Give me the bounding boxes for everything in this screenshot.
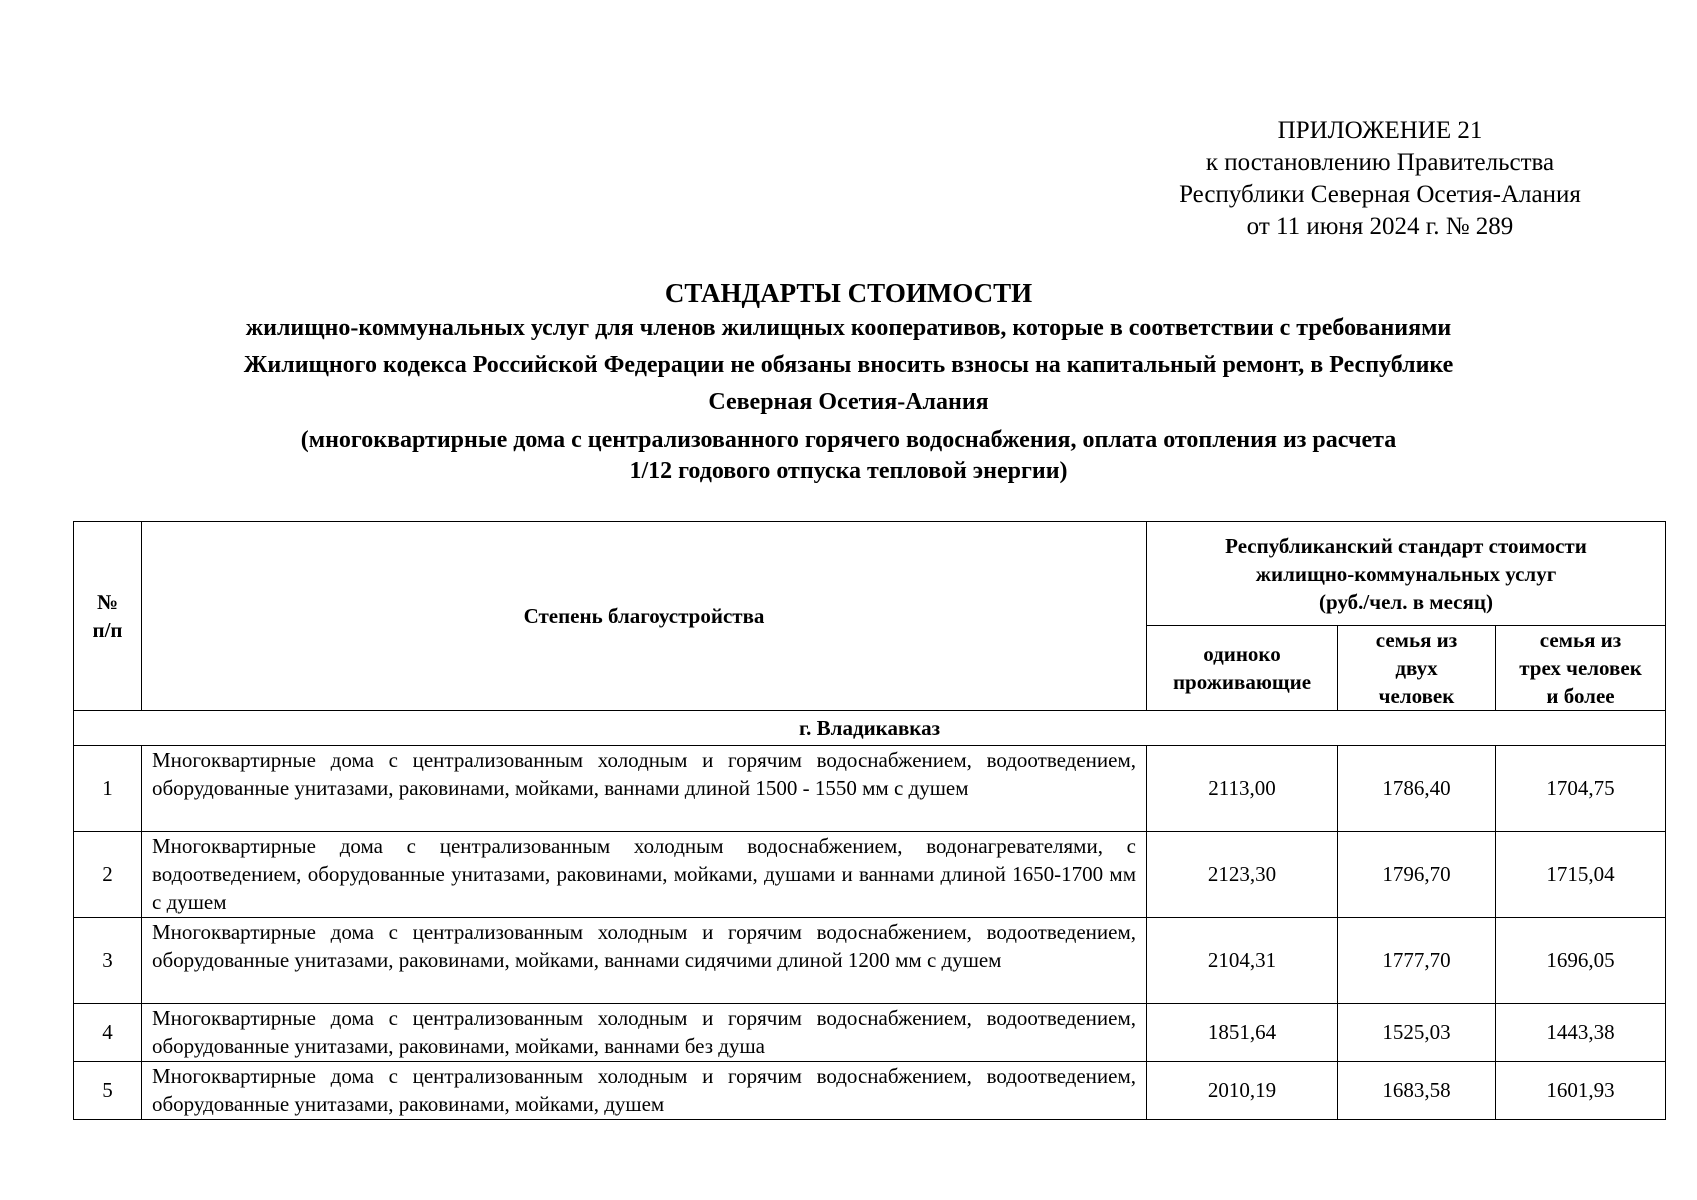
row-value-three: 1704,75: [1496, 746, 1666, 832]
document-title: [60, 276, 1637, 487]
header-group-line-3: (руб./чел. в месяц): [1319, 589, 1493, 614]
row-value-three: 1715,04: [1496, 832, 1666, 918]
header-three-line-1: семья из: [1539, 628, 1622, 652]
header-standard-group: [1147, 522, 1666, 626]
header-group-line-2: жилищно-коммунальных услуг: [1255, 561, 1557, 586]
row-number: 5: [74, 1062, 142, 1120]
row-value-single: 2123,30: [1147, 832, 1338, 918]
row-value-two: 1796,70: [1338, 832, 1496, 918]
row-value-two: 1777,70: [1338, 918, 1496, 1004]
title-sub-line-2: Жилищного кодекса Российской Федерации не обязаны вносить взносы на капитальный ремонт, в Республике: [243, 352, 1454, 378]
header-number-line-2: п/п: [92, 618, 123, 642]
row-value-single: 1851,64: [1147, 1004, 1338, 1062]
header-family-three: [1496, 626, 1666, 711]
appendix-header: [1150, 115, 1610, 243]
header-two-line-3: человек: [1378, 684, 1455, 708]
header-description: Степень благоустройства: [142, 522, 1147, 711]
header-single: [1147, 626, 1338, 711]
city-name: г. Владикавказ: [74, 711, 1666, 746]
row-number: 4: [74, 1004, 142, 1062]
table-row: [74, 1062, 1666, 1120]
appendix-date: от 11 июня 2024 г. № 289: [1246, 213, 1514, 240]
header-three-line-2: трех человек: [1519, 656, 1642, 680]
standards-table: [73, 521, 1666, 1120]
header-three-line-3: и более: [1546, 684, 1615, 708]
appendix-number: ПРИЛОЖЕНИЕ 21: [1277, 117, 1483, 144]
row-description: Многоквартирные дома с централизованным холодным и горячим водоснабжением, водоотведением, оборудованные унитазами, раковинами, мойками, душем: [142, 1062, 1147, 1120]
row-value-two: 1786,40: [1338, 746, 1496, 832]
row-value-three: 1601,93: [1496, 1062, 1666, 1120]
table-row: [74, 918, 1666, 1004]
row-value-three: 1443,38: [1496, 1004, 1666, 1062]
row-value-single: 2113,00: [1147, 746, 1338, 832]
table-row: [74, 1004, 1666, 1062]
header-number-line-1: №: [96, 590, 119, 614]
header-group-line-1: Республиканский стандарт стоимости: [1225, 533, 1587, 558]
header-two-line-1: семья из: [1375, 628, 1458, 652]
title-main: СТАНДАРТЫ СТОИМОСТИ: [664, 278, 1033, 308]
row-value-two: 1525,03: [1338, 1004, 1496, 1062]
row-number: 1: [74, 746, 142, 832]
title-paren-line-1: (многоквартирные дома с централизованного горячего водоснабжения, оплата отопления из расчета: [300, 427, 1397, 453]
appendix-reference: к постановлению Правительства: [1205, 149, 1555, 176]
header-family-two: [1338, 626, 1496, 711]
title-paren-line-2: 1/12 годового отпуска тепловой энергии): [629, 458, 1068, 484]
row-number: 3: [74, 918, 142, 1004]
city-row: [74, 711, 1666, 746]
header-number: [74, 522, 142, 711]
row-number: 2: [74, 832, 142, 918]
row-description: Многоквартирные дома с централизованным холодным и горячим водоснабжением, водоотведением, оборудованные унитазами, раковинами, мойками, ваннами без душа: [142, 1004, 1147, 1062]
row-value-two: 1683,58: [1338, 1062, 1496, 1120]
row-description: Многоквартирные дома с централизованным холодным водоснабжением, водонагревателями, с водоотведением, оборудованные унитазами, раковинами, мойками, душами и ваннами длиной 1650-1700 мм с душем: [142, 832, 1147, 918]
table-row: [74, 832, 1666, 918]
header-two-line-2: двух: [1395, 656, 1438, 680]
row-value-three: 1696,05: [1496, 918, 1666, 1004]
row-value-single: 2010,19: [1147, 1062, 1338, 1120]
table-row: [74, 746, 1666, 832]
row-description: Многоквартирные дома с централизованным холодным и горячим водоснабжением, водоотведением, оборудованные унитазами, раковинами, мойками, ваннами сидячими длиной 1200 мм с душем: [142, 918, 1147, 1004]
title-sub-line-3: Северная Осетия-Алания: [708, 389, 989, 415]
title-sub-line-1: жилищно-коммунальных услуг для членов жилищных кооперативов, которые в соответствии с требованиями: [245, 315, 1452, 341]
appendix-authority: Республики Северная Осетия-Алания: [1179, 181, 1581, 208]
row-value-single: 2104,31: [1147, 918, 1338, 1004]
row-description: Многоквартирные дома с централизованным холодным и горячим водоснабжением, водоотведением, оборудованные унитазами, раковинами, мойками, ваннами длиной 1500 - 1550 мм с душем: [142, 746, 1147, 832]
header-single-line-1: одиноко: [1203, 642, 1281, 666]
header-single-line-2: проживающие: [1172, 670, 1312, 694]
